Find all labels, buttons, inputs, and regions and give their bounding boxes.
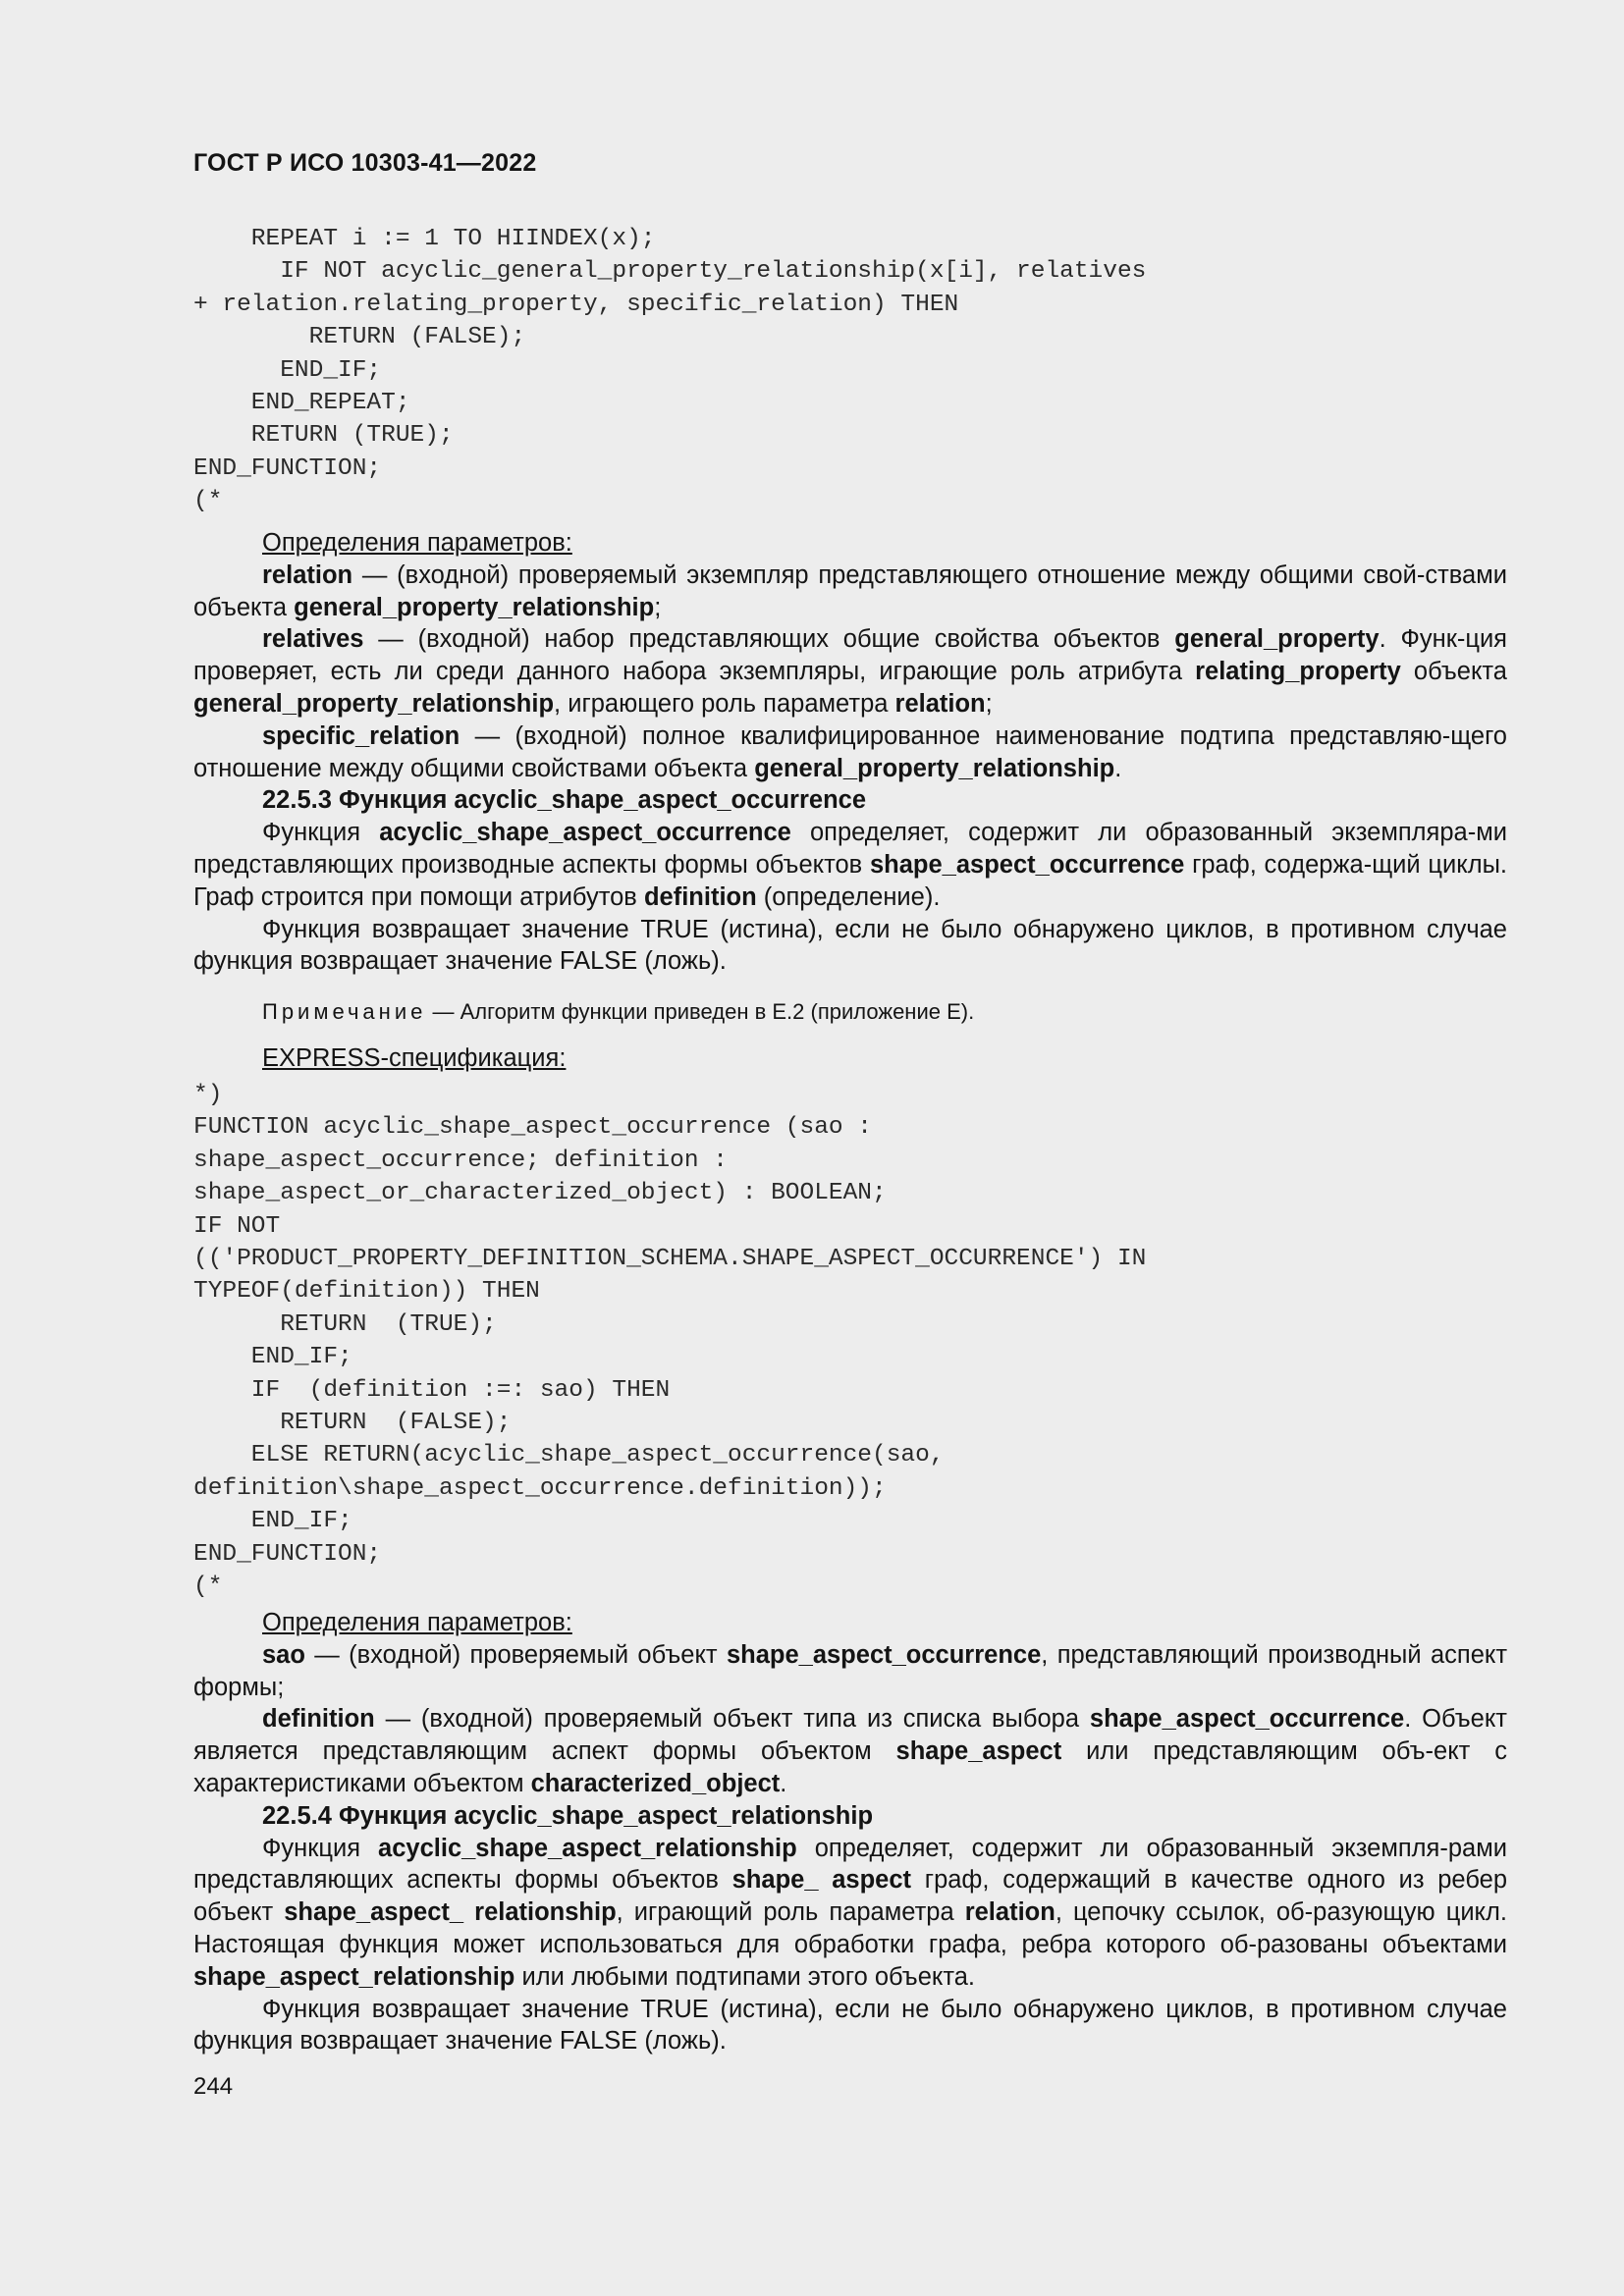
- code-line: END_FUNCTION;: [193, 454, 382, 482]
- code-line: RETURN (FALSE);: [193, 1410, 512, 1437]
- express-specification: [193, 1042, 1507, 1075]
- code-block-1: [193, 223, 1507, 518]
- code-line: END_FUNCTION;: [193, 1540, 382, 1568]
- section-heading-22-5-3: 22.5.3 Функция acyclic_shape_aspect_occurrence: [262, 786, 867, 815]
- definition-sao: sao — (входной) проверяемый объект shape_aspect_occurrence, представляющий производный аспект формы;: [193, 1640, 1508, 1701]
- definitions-title: Определения параметров:: [262, 529, 572, 557]
- definition-relation: relation — (входной) проверяемый экземпляр представляющего отношение между общими свой-ствами объекта general_property_relationship;: [193, 561, 1507, 621]
- definition-definition: definition — (входной) проверяемый объект типа из списка выбора shape_aspect_occurrence. Объект является представляющим аспект формы объектом shape_aspect или представляющим объ-ект с характеристиками объектом characterized_object.: [193, 1705, 1507, 1797]
- definitions-title: Определения параметров:: [262, 1609, 572, 1636]
- express-title: EXPRESS-спецификация:: [262, 1044, 567, 1072]
- note-text: — Алгоритм функции приведен в Е.2 (приложение Е).: [426, 999, 975, 1024]
- code-line: RETURN (TRUE);: [193, 422, 454, 450]
- code-line: IF NOT acyclic_general_property_relationship(x[i], relatives: [193, 258, 1147, 286]
- definition-specific-relation: specific_relation — (входной) полное квалифицированное наименование подтипа представляю-щего отношение между общими свойствами объекта general_property_relationship.: [193, 721, 1507, 782]
- code-line: TYPEOF(definition)) THEN: [193, 1278, 540, 1306]
- code-line: FUNCTION acyclic_shape_aspect_occurrence (sao :: [193, 1114, 873, 1142]
- code-line: + relation.relating_property, specific_relation) THEN: [193, 291, 959, 318]
- code-line: RETURN (FALSE);: [193, 324, 526, 351]
- code-line: definition\shape_aspect_occurrence.definition));: [193, 1474, 887, 1502]
- document-header: ГОСТ Р ИСО 10303-41—2022: [193, 149, 537, 177]
- code-line: END_IF;: [193, 1344, 352, 1371]
- code-line: END_IF;: [193, 356, 382, 384]
- code-line: shape_aspect_or_characterized_object) : BOOLEAN;: [193, 1180, 887, 1207]
- code-line: END_REPEAT;: [193, 390, 410, 417]
- page-number: 244: [193, 2073, 234, 2100]
- code-block-2: [193, 1079, 1507, 1604]
- code-line: RETURN (TRUE);: [193, 1310, 497, 1338]
- note: [193, 997, 1507, 1027]
- code-line: REPEAT i := 1 TO HIINDEX(x);: [193, 226, 656, 252]
- code-line: shape_aspect_occurrence; definition :: [193, 1147, 728, 1174]
- section-22-5-4-paragraph-2: Функция возвращает значение TRUE (истина), если не было обнаружено циклов, в противном случае функция возвращает значение FALSE (ложь).: [193, 1995, 1507, 2056]
- code-line: ELSE RETURN(acyclic_shape_aspect_occurrence(sao,: [193, 1442, 945, 1469]
- parameter-definitions-2: [193, 1607, 1507, 2057]
- section-heading-22-5-4: 22.5.4 Функция acyclic_shape_aspect_relationship: [262, 1801, 874, 1830]
- code-line: (('PRODUCT_PROPERTY_DEFINITION_SCHEMA.SHAPE_ASPECT_OCCURRENCE') IN: [193, 1246, 1147, 1273]
- code-line: IF (definition :=: sao) THEN: [193, 1376, 671, 1404]
- code-line: (*: [193, 488, 223, 515]
- code-line: IF NOT: [193, 1212, 281, 1240]
- code-line: *): [193, 1082, 223, 1108]
- section-22-5-3-paragraph-2: Функция возвращает значение TRUE (истина), если не было обнаружено циклов, в противном случае функция возвращает значение FALSE (ложь).: [193, 915, 1507, 976]
- section-22-5-4-paragraph-1: Функция acyclic_shape_aspect_relationship определяет, содержит ли образованный экземпля-рами представляющих аспекты формы объектов shape_ aspect граф, содержащий в качестве одного из ребер объект shape_aspect_ relationship, играющий роль параметра relation, цепочку ссылок, об-разующую цикл. Настоящая функция может использоваться для обработки графа, ребра которого об-разованы объектами shape_aspect_relationship или любыми подтипами этого объекта.: [193, 1834, 1508, 1991]
- note-label: Примечание: [262, 999, 427, 1024]
- code-line: END_IF;: [193, 1508, 352, 1535]
- code-line: (*: [193, 1574, 223, 1601]
- definition-relatives: relatives — (входной) набор представляющих общие свойства объектов general_property. Функ-ция проверяет, есть ли среди данного набора экземпляры, играющие роль атрибута relating_property объекта general_property_relationship, играющего роль параметра relation;: [193, 625, 1507, 718]
- section-22-5-3-paragraph-1: Функция acyclic_shape_aspect_occurrence определяет, содержит ли образованный экземпляра-ми представляющих производные аспекты формы объектов shape_aspect_occurrence граф, содержа-щий циклы. Граф строится при помощи атрибутов definition (определение).: [193, 819, 1507, 911]
- parameter-definitions-1: [193, 527, 1507, 978]
